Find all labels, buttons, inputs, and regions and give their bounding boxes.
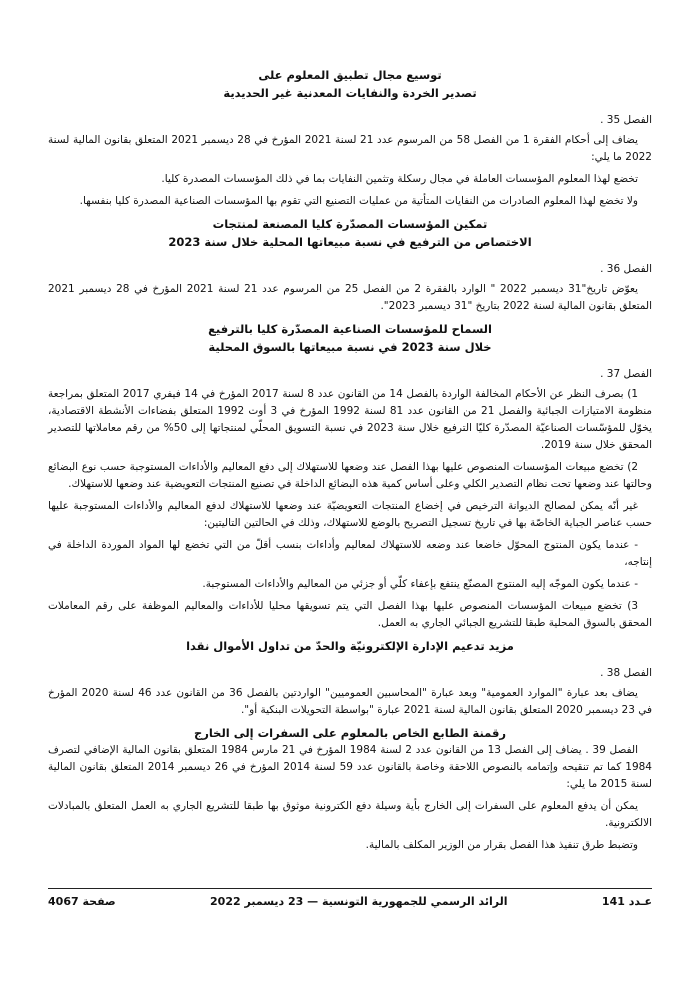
paragraph: تخضع لهذا المعلوم المؤسسات العاملة في مجال رسكلة وتثمين النفايات بما في ذلك المؤسسات المصدرة كليا. bbox=[161, 173, 638, 185]
paragraph: 2) تخضع مبيعات المؤسسات المنصوص عليها بهذا الفصل عند وضعها للاستهلاك إلى دفع المعاليم والأداءات المستوجبة حسب نوع البضائع وحالتها عند وضعها تحت نظام التصدير الكلي وعلى أساس كمية هذه البضائع الداخلة في تصنيع المنتجات التعويضية عند وضعها للاستهلاك. bbox=[48, 461, 652, 490]
article-number: الفصل 36 . bbox=[600, 263, 652, 275]
paragraph: يضاف إلى أحكام الفقرة 1 من الفصل 58 من المرسوم عدد 21 لسنة 2021 المؤرخ في 28 ديسمبر 2021 المتعلق بقانون المالية لسنة 2022 ما يلي: bbox=[48, 134, 652, 163]
paragraph: غير أنّه يمكن لمصالح الديوانة الترخيص في إخضاع المنتجات التعويضيّة عند وضعها للاستهلاك لدفع المعاليم والأداءات المستوجبة عليها حسب عناصر الجباية الخاصّة بها في تاريخ تسجيل التصريح بالوضع للاستهلاك، وذلك في الحالتين التاليتين: bbox=[48, 500, 652, 529]
paragraph: - عندما يكون الموجّه إليه المنتوج المصنّع ينتفع بإعفاء كلّي أو جزئي من المعاليم والأداءات المستوجبة. bbox=[202, 578, 638, 590]
section-heading: خلال سنة 2023 في نسبة مبيعاتها بالسوق المحلية bbox=[208, 340, 492, 354]
journal-title-date: الرائد الرسمي للجمهورية التونسية — 23 ديسمبر 2022 bbox=[210, 895, 508, 908]
section-heading: تصدير الخردة والنفايات المعدنية غير الحديدية bbox=[223, 86, 477, 100]
article-number: الفصل 37 . bbox=[600, 368, 652, 380]
paragraph: - عندما يكون المنتوج المحوّل خاضعا عند وضعه للاستهلاك لمعاليم وأداءات بنسب أقلّ من التي تخضع لها المواد الموردة الداخلة في إنتاجه، bbox=[48, 539, 652, 568]
section-heading: رقمنة الطابع الخاص بالمعلوم على السفرات إلى الخارج bbox=[193, 726, 507, 740]
page-number: صفحة 4067 bbox=[48, 895, 116, 908]
article-number: الفصل 38 . bbox=[600, 667, 652, 679]
article-number: الفصل 35 . bbox=[600, 114, 652, 126]
paragraph: يعوّض تاريخ"31 ديسمبر 2022 " الوارد بالفقرة 2 من الفصل 25 من المرسوم عدد 21 لسنة 2021 المؤرخ في 28 ديسمبر 2021 المتعلق بقانون المالية لسنة 2022 بتاريخ "31 ديسمبر 2023". bbox=[48, 283, 652, 312]
paragraph: يضاف بعد عبارة "الموارد العمومية" وبعد عبارة "المحاسبين العموميين" الواردتين بالفصل 36 من القانون عدد 46 لسنة 2020 المؤرخ في 23 ديسمبر 2020 المتعلق بقانون المالية لسنة 2021 عبارة "بواسطة التحويلات البنكية أو". bbox=[48, 687, 652, 716]
paragraph: 3) تخضع مبيعات المؤسسات المنصوص عليها بهذا الفصل التي يتم تسويقها محليا للأداءات والمعاليم الموظفة على رقم المعاملات المحقق بالسوق المحلية طبقا للتشريع الجبائي الجاري به العمل. bbox=[48, 600, 652, 629]
section-heading: توسيع مجال تطبيق المعلوم على bbox=[258, 68, 442, 82]
page-footer bbox=[48, 888, 652, 908]
paragraph: ولا تخضع لهذا المعلوم الصادرات من النفايات المتأتية من عمليات التصنيع التي تقوم بها المؤسسات الصناعية المصدرة كليا بنفسها. bbox=[79, 195, 638, 207]
paragraph: 1) بصرف النظر عن الأحكام المخالفة الواردة بالفصل 14 من القانون عدد 8 لسنة 2017 المؤرخ في 14 فيفري 2017 المتعلق بمراجعة منظومة الامتيازات الجبائية والفصل 21 من القانون عدد 81 لسنة 1992 المؤرخ في 3 أوت 1992 المتعلق بفضاءات الأنشطة الاقتصادية، يخوّل للمؤسّسات الصناعيّة المصدّرة كليّا الترفيع خلال سنة 2023 في نسبة التسويق المحلّي لمنتجاتها إلى 50% من رقم معاملاتها للتصدير المحقق خلال سنة 2019. bbox=[48, 388, 653, 451]
document-body bbox=[48, 66, 652, 854]
section-heading: السماح للمؤسسات الصناعية المصدّرة كليا بالترفيع bbox=[208, 322, 492, 336]
paragraph: الفصل 39 . يضاف إلى الفصل 13 من القانون عدد 2 لسنة 1984 المؤرخ في 21 مارس 1984 المتعلق بقانون المالية الإضافي لتصرف 1984 كما تم تنقيحه وإتمامه بالنصوص اللاحقة وخاصة بالقانون عدد 59 لسنة 2014 المؤرخ في 26 ديسمبر 2014 المتعلق بقانون المالية لسنة 2015 ما يلي: bbox=[48, 744, 652, 790]
section-heading: تمكين المؤسسات المصدّرة كليا المصنعة لمنتجات bbox=[212, 217, 488, 231]
section-heading: الاختصاص من الترفيع في نسبة مبيعاتها المحلية خلال سنة 2023 bbox=[168, 235, 532, 249]
paragraph: يمكن أن يدفع المعلوم على السفرات إلى الخارج بأية وسيلة دفع الكترونية موثوق بها طبقا للتشريع الجاري به العمل المتعلق بالمبادلات الالكترونية. bbox=[48, 800, 652, 829]
section-heading: مزيد تدعيم الإدارة الإلكترونيّة والحدّ من تداول الأموال نقدا bbox=[186, 639, 514, 653]
paragraph: وتضبط طرق تنفيذ هذا الفصل بقرار من الوزير المكلف بالمالية. bbox=[365, 839, 638, 851]
document-page bbox=[48, 66, 652, 859]
issue-number: عـدد 141 bbox=[601, 895, 652, 908]
